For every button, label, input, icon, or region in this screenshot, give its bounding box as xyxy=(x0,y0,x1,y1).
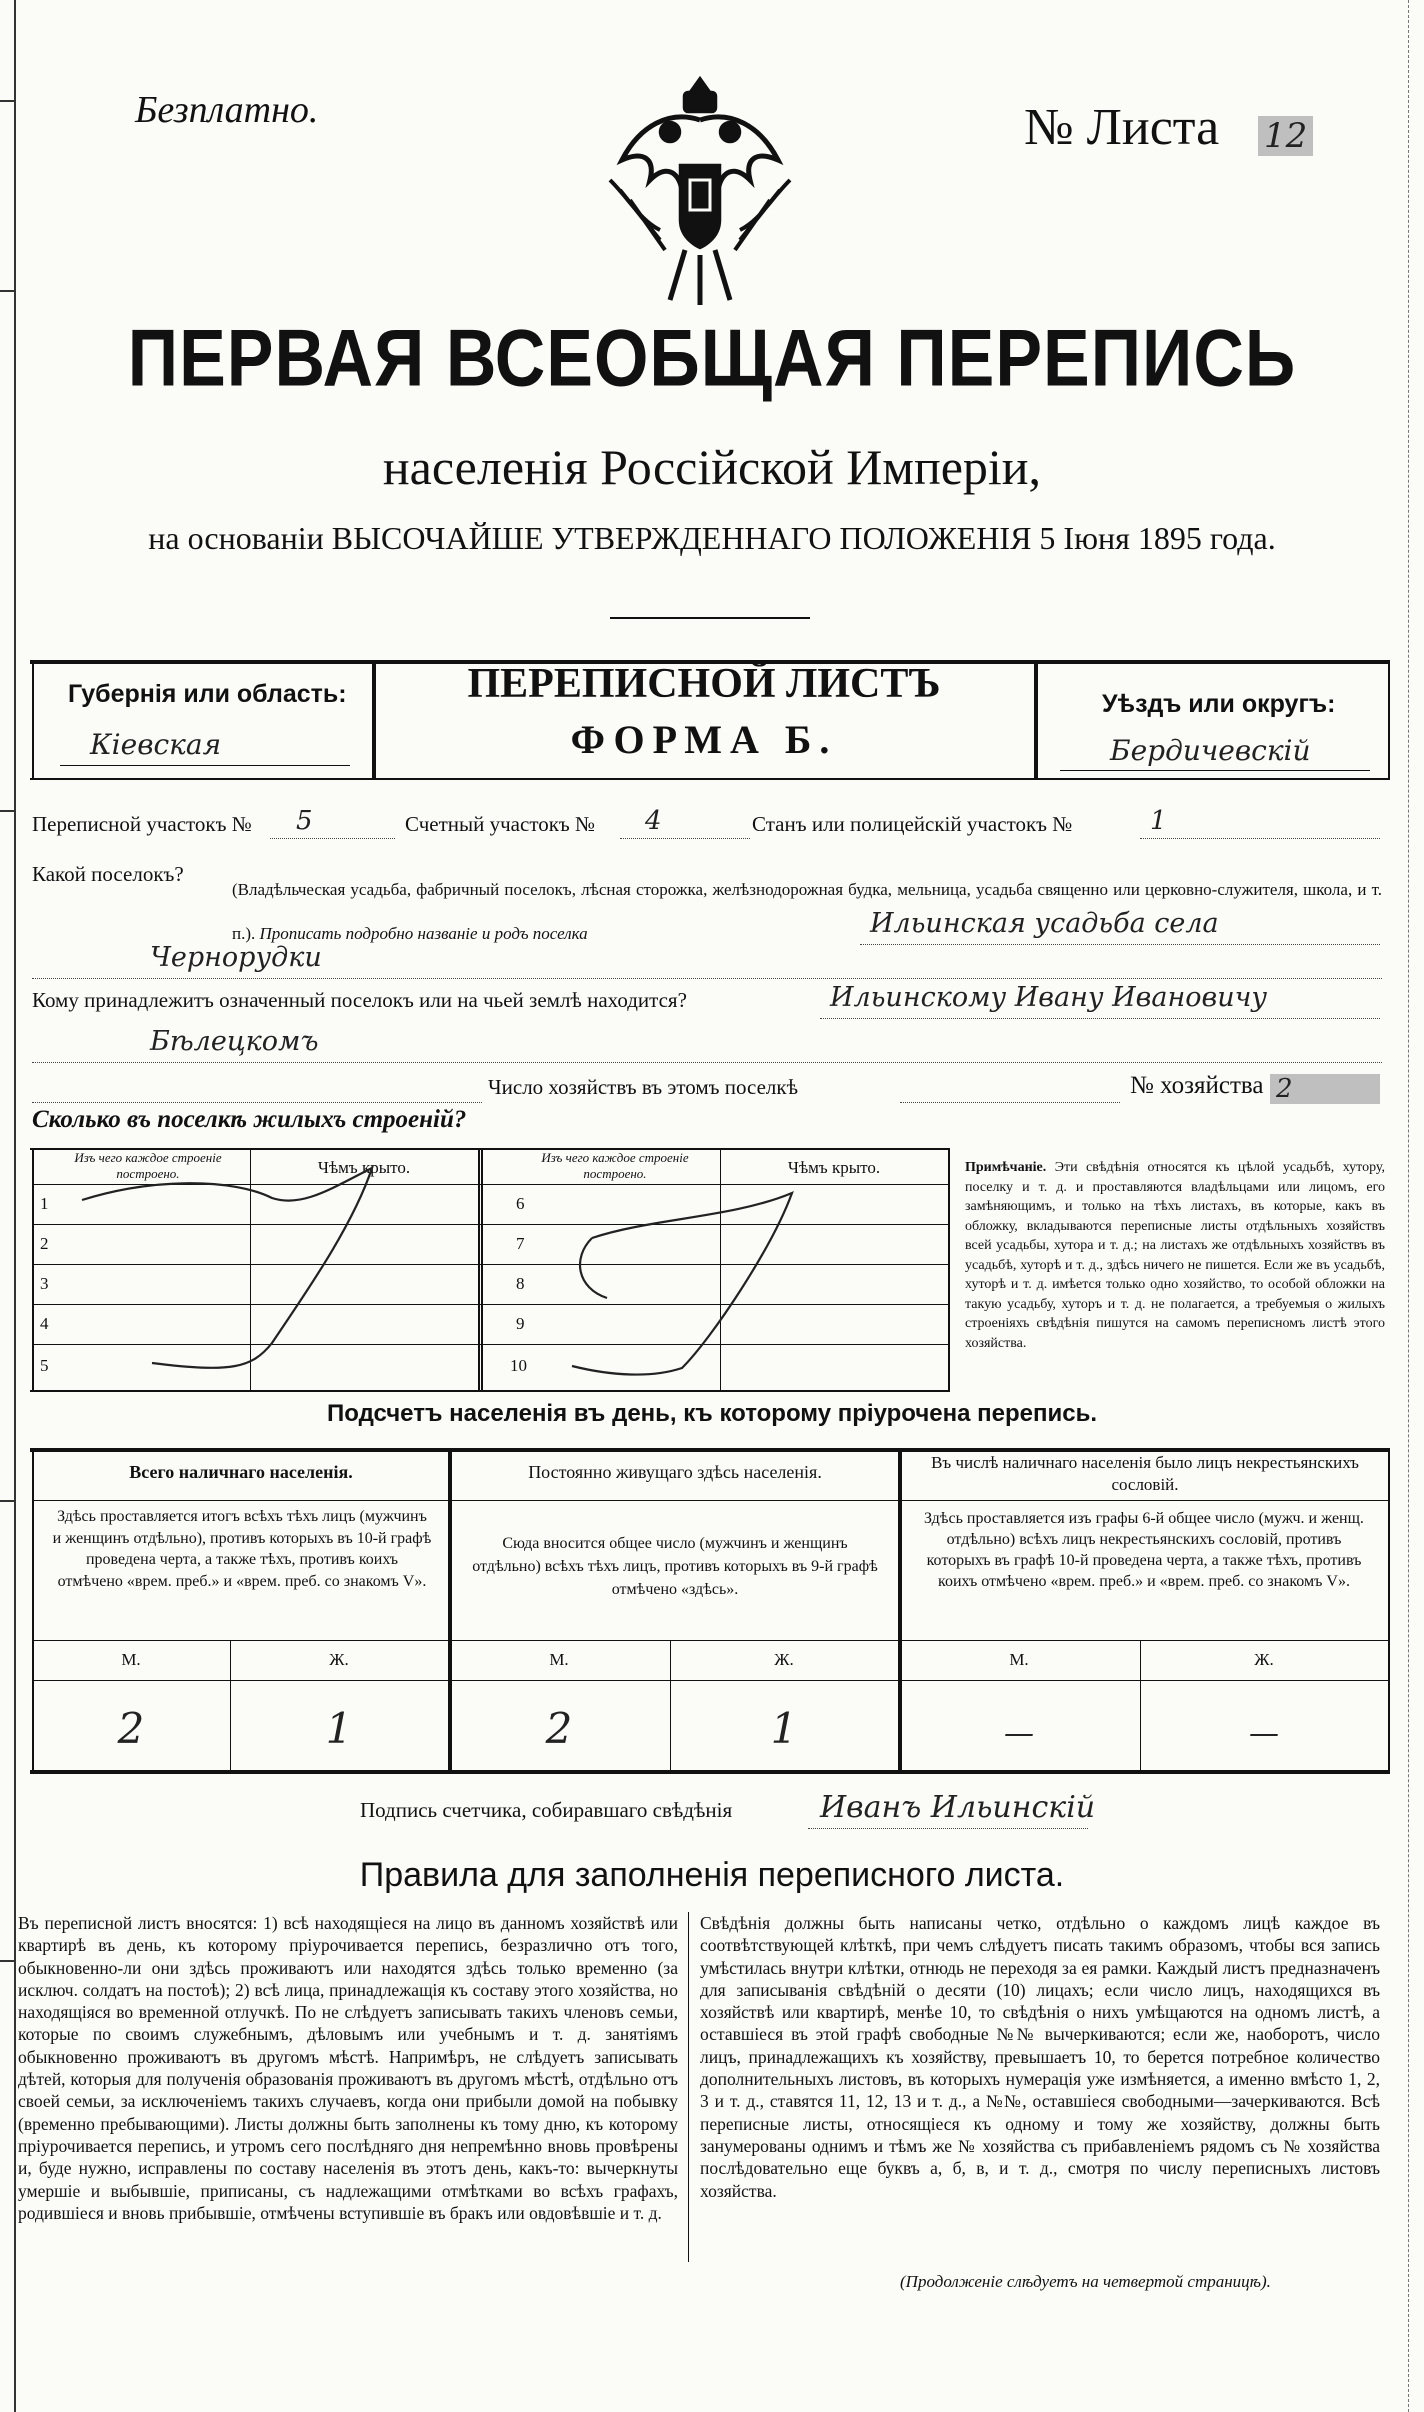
buildings-question: Сколько въ поселкѣ жилыхъ строеній? xyxy=(32,1106,467,1133)
household-number-value[interactable]: 2 xyxy=(1270,1074,1380,1104)
col-roof-header: Чѣмъ крыто. xyxy=(787,1158,881,1177)
field-line xyxy=(620,838,750,839)
col3-header: Въ числѣ наличнаго населенія было лицъ некрестьянскихъ сословій. xyxy=(931,1453,1359,1494)
col2-header: Постоянно живущаго здѣсь населенія. xyxy=(528,1462,822,1482)
page-title: ПЕРВАЯ ВСЕОБЩАЯ ПЕРЕПИСЬ xyxy=(127,313,1297,403)
settlement-question: Какой поселокъ? xyxy=(32,862,184,886)
non-peasant-female[interactable]: — xyxy=(1249,1716,1279,1751)
form-name: ФОРМА Б. xyxy=(570,717,838,762)
form-box-left xyxy=(32,660,34,780)
form-title: ПЕРЕПИСНОЙ ЛИСТЪ xyxy=(467,661,941,707)
permanent-male[interactable]: 2 xyxy=(545,1704,573,1753)
settlement-value-1[interactable]: Ильинская усадьба села xyxy=(870,908,1219,939)
col-roof-header: Чѣмъ крыто. xyxy=(317,1158,411,1177)
row-number: 10 xyxy=(510,1356,527,1375)
district-label: Уѣздъ или округъ: xyxy=(1102,690,1336,718)
field-line xyxy=(900,1102,1120,1103)
row-number: 1 xyxy=(40,1194,49,1213)
rules-right: Свѣдѣнія должны быть написаны четко, отдѣльно о каждомъ лицѣ каждое въ соотвѣтствующей клѣткѣ, при чемъ слѣдуетъ писать такимъ образомъ, чтобы вся запись умѣстилась внутри клѣтки, отнюдь не переходя за ея рамки. Каждый листъ предназначенъ для записыванія свѣдѣній о десяти (10) лицахъ; если число лицъ, находящихся въ хозяйствѣ или квартирѣ, менѣе 10, то свѣдѣнія о нихъ умѣщаются на одномъ листѣ, а оставшіеся въ этой графѣ свободные №№ вычеркиваются; если же, наоборотъ, число лицъ, принадлежащихъ къ хозяйству, превышаетъ 10, то берется потребное количество дополнительныхъ листовъ, въ которыхъ нумерація уже измѣняется, а именно вмѣсто 1, 2, 3 и т. д., ставятся 11, 12, 13 и т. д., а №№, оставшіеся свободными—зачеркиваются. Всѣ переписные листы, относящіеся къ одному и тому же хозяйству, должны быть занумерованы однимъ и тѣмъ же № хозяйства съ прибавленіемъ рядомъ съ № хозяйства послѣдовательно еще буквъ а, б, в, и т. д., смотря по числу переписныхъ листовъ хозяйства. xyxy=(700,1913,1380,2201)
rules-divider xyxy=(688,1912,689,2262)
col3-text: Здѣсь проставляется изъ графы 6-й общее число (мужч. и женщ. отдѣльно) всѣхъ лицъ некрестьянскихъ сословій, противъ которыхъ въ графѣ 10-й проведена черта, а также тѣхъ, противъ коихъ отмѣчено «врем. преб.» и «врем. преб. со знакомъ V». xyxy=(924,1510,1364,1590)
col-material-header: Изъ чего каждое строеніе построено. xyxy=(541,1150,689,1181)
strike-through-marks xyxy=(32,1148,948,1392)
binding-tick xyxy=(0,290,14,292)
col1-header: Всего наличнаго населенія. xyxy=(129,1462,353,1482)
field-line xyxy=(860,944,1380,945)
settlement-value-2[interactable]: Чернорудки xyxy=(150,942,322,973)
signature-label: Подпись счетчика, собиравшаго свѣдѣнія xyxy=(360,1798,733,1822)
owner-value-2[interactable]: Бѣлецкомъ xyxy=(150,1026,319,1057)
binding-tick xyxy=(0,810,14,812)
district-line xyxy=(1060,770,1370,771)
row-number: 9 xyxy=(516,1314,525,1333)
total-present-female[interactable]: 1 xyxy=(325,1704,353,1753)
row-number: 6 xyxy=(516,1194,525,1213)
form-box-right xyxy=(1388,660,1390,780)
table-border xyxy=(948,1148,950,1392)
census-district-label: Переписной участокъ № xyxy=(32,812,252,836)
non-peasant-male[interactable]: — xyxy=(1004,1716,1034,1751)
population-title: Подсчетъ населенія въ день, къ которому пріурочена перепись. xyxy=(327,1400,1097,1427)
col2-text: Сюда вносится общее число (мужчинъ и женщинъ отдѣльно) всѣхъ тѣхъ лицъ, противъ которыхъ въ 9-й графѣ отмѣчено «здѣсь». xyxy=(472,1535,878,1598)
double-headed-eagle-emblem xyxy=(600,70,800,310)
province-value[interactable]: Кіевская xyxy=(90,728,222,761)
province-label: Губернія или область: xyxy=(68,680,347,708)
header-line xyxy=(32,1500,1388,1501)
continued-note: (Продолженіе слѣдуетъ на четвертой страницѣ). xyxy=(900,2272,1271,2291)
stan-label: Станъ или полицейскій участокъ № xyxy=(752,812,1073,836)
rules-title: Правила для заполненія переписного листа. xyxy=(359,1856,1065,1894)
permanent-female[interactable]: 1 xyxy=(770,1704,798,1753)
sheet-number-value: 12 xyxy=(1258,116,1313,156)
row-number: 7 xyxy=(516,1234,525,1253)
rules-left: Въ переписной листъ вносятся: 1) всѣ находящіеся на лицо въ данномъ хозяйствѣ или квартирѣ въ день, къ которому пріурочивается перепись, безразлично отъ того, обыкновенно-ли они здѣсь проживаютъ или находятся здѣсь только временно (за исключ. солдатъ на постоѣ); 2) всѣ лица, принадлежащія къ составу этого хозяйства, но находящіяся во временной отлучкѣ. По не слѣдуетъ записывать такихъ членовъ семьи, которые по своимъ служебнымъ, дѣловымъ или учебнымъ и т. д. занятіямъ обыкновенно проживаютъ въ другомъ мѣстѣ. Напримѣръ, не слѣдуетъ записывать дѣтей, которыя для полученія образованія проживаютъ въ другомъ мѣстѣ, отдѣльно отъ своей семьи, за исключеніемъ такихъ случаевъ, когда они прибыли домой на побывку (временно пребывающими). Листы должны быть заполнены къ тому дню, къ которому пріурочивается перепись, и утромъ сего послѣдняго дня непремѣнно вновь провѣрены и, буде нужно, исправлены по составу населенія въ этотъ день, какъ-то: вычеркнуты умершіе и выбывшіе, приписаны, съ надлежащими отмѣтками во всѣхъ графахъ, родившіеся и вновь прибывшіе, отмѣчены вступившіе въ бракъ или овдовѣвшіе и т. д. xyxy=(18,1913,678,2223)
field-line xyxy=(270,838,395,839)
row-number: 4 xyxy=(40,1314,49,1333)
census-district-value[interactable]: 5 xyxy=(296,806,313,836)
district-value[interactable]: Бердичевскій xyxy=(1110,734,1311,767)
legal-basis: на основаніи ВЫСОЧАЙШЕ УТВЕРЖДЕННАГО ПОЛОЖЕНІЯ 5 Іюня 1895 года. xyxy=(148,520,1276,556)
row-number: 2 xyxy=(40,1234,49,1253)
binding-tick xyxy=(0,1500,14,1502)
signature-line xyxy=(808,1828,1088,1829)
col1-text: Здѣсь проставляется итогъ всѣхъ тѣхъ лицъ (мужчинъ и женщинъ отдѣльно), противъ которыхъ въ 10-й графѣ проведена черта, а также тѣхъ, противъ коихъ отмѣчено «врем. преб.» и «врем. преб. со знакомъ V». xyxy=(52,1508,432,1590)
female-header: Ж. xyxy=(1254,1650,1274,1669)
field-line xyxy=(1140,838,1380,839)
female-header: Ж. xyxy=(774,1650,794,1669)
count-district-value[interactable]: 4 xyxy=(645,806,662,836)
stan-value[interactable]: 1 xyxy=(1150,806,1167,836)
free-label: Безплатно. xyxy=(135,89,319,131)
households-label: Число хозяйствъ въ этомъ поселкѣ xyxy=(488,1075,798,1099)
male-header: М. xyxy=(549,1650,569,1669)
table-border xyxy=(1388,1448,1390,1772)
province-line xyxy=(60,765,350,766)
form-box-bottom xyxy=(30,778,1390,780)
field-line xyxy=(820,1018,1380,1019)
sheet-number-label: № Листа xyxy=(1024,99,1220,156)
female-header: Ж. xyxy=(329,1650,349,1669)
owner-question: Кому принадлежитъ означенный поселокъ или на чьей землѣ находится? xyxy=(32,988,687,1012)
male-header: М. xyxy=(1009,1650,1029,1669)
binding-tick xyxy=(0,1960,14,1962)
binding-tick xyxy=(0,100,14,102)
field-line xyxy=(32,1102,482,1103)
row-number: 8 xyxy=(516,1274,525,1293)
owner-value-1[interactable]: Ильинскому Ивану Ивановичу xyxy=(830,982,1268,1013)
count-district-label: Счетный участокъ № xyxy=(405,812,596,836)
total-present-male[interactable]: 2 xyxy=(117,1704,145,1753)
settlement-hint: (Владѣльческая усадьба, фабричный поселокъ, лѣсная сторожка, желѣзнодорожная будка, мельница, усадьба священно или церковно-служителя, школа, и т. п.). Прописать подробно названіе и родъ поселка xyxy=(232,880,1382,943)
signature-value[interactable]: Иванъ Ильинскій xyxy=(820,1790,1096,1825)
divider xyxy=(610,617,810,619)
household-number-label: № хозяйства xyxy=(1130,1072,1264,1099)
col-material-header: Изъ чего каждое строеніе построено. xyxy=(74,1150,222,1181)
buildings-note: Примѣчаніе. Эти свѣдѣнія относятся къ цѣлой усадьбѣ, хутору, поселку и т. д. и проставляются владѣльцами или лицомъ, его замѣняющимъ, и только на тѣхъ листахъ, въ которые, какъ въ обложку, вкладываются переписные листы отдѣльныхъ хозяйствъ всей усадьбы, хутора и т. д.; на листахъ же отдѣльныхъ хозяйствъ въ усадьбѣ, хуторѣ и т. д., здѣсь ничего не пишется. Если же въ усадьбѣ, хуторѣ и т. д. имѣется только одно хозяйство, то особой обложки на такую усадьбу, хуторъ и т. д. не полагается, а требуемыя о жилыхъ строеніяхъ свѣдѣнія пишутся на самомъ переписномъ листѣ этого хозяйства. xyxy=(965,1160,1386,1351)
row-number: 5 xyxy=(40,1356,49,1375)
header-line xyxy=(32,1680,1388,1681)
form-box-divider xyxy=(1034,660,1038,780)
header-line xyxy=(32,1640,1388,1641)
row-number: 3 xyxy=(40,1274,49,1293)
page-subtitle: населенія Россійской Имперіи, xyxy=(382,439,1042,495)
field-line xyxy=(32,1062,1382,1063)
population-table-bottom xyxy=(30,1770,1390,1774)
male-header: М. xyxy=(121,1650,141,1669)
field-line xyxy=(32,978,1382,979)
